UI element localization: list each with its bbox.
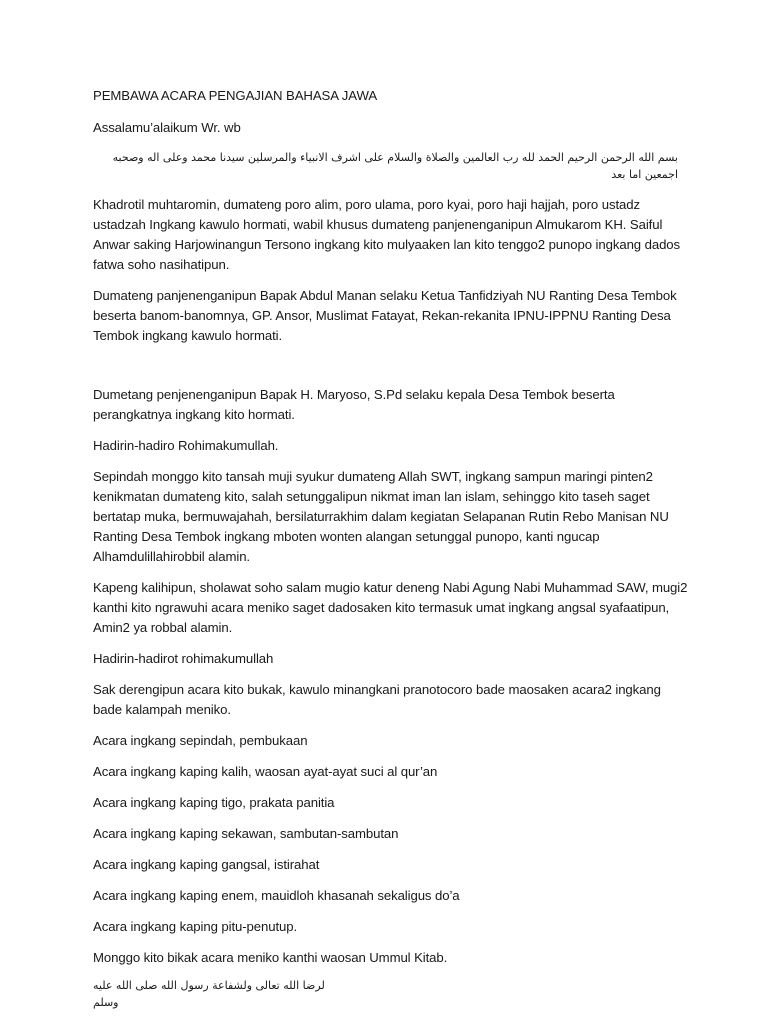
paragraph: Hadirin-hadirot rohimakumullah bbox=[93, 651, 274, 666]
paragraph: Khadrotil muhtaromin, dumateng poro alim, poro ulama, poro kyai, poro haji hajjah, poro ustadz ustadzah Ingkang kawulo hormati, wabil khusus dumateng panjenenganipun Almukarom KH. Saiful Anwar saking Harjowinangun Tersono ingkang kito mulyaaken lan kito tenggo2 punopo ingkang dados fatwa soho nasihatipun. bbox=[93, 197, 681, 272]
blank-line bbox=[93, 357, 693, 385]
agenda-item: Acara ingkang kaping kalih, waosan ayat-ayat suci al qur’an bbox=[93, 764, 438, 779]
agenda-item: Acara ingkang kaping sekawan, sambutan-sambutan bbox=[93, 826, 399, 841]
paragraph: Sepindah monggo kito tansah muji syukur dumateng Allah SWT, ingkang sampun maringi pinten2 kenikmatan dumateng kito, salah setunggalipun nikmat iman lan islam, sehinggo kito taseh saget bertatap muka, bermuwajahah, bersilaturrakhim dalam kegiatan Selapanan Rutin Rebo Manisan NU Ranting Desa Tembok ingkang mboten wonten alangan setunggal punopo, kanti ngucap Alhamdulillahirobbil alamin. bbox=[93, 469, 669, 564]
agenda-item: Acara ingkang kaping enem, mauidloh khasanah sekaligus do’a bbox=[93, 888, 460, 903]
agenda-item: Acara ingkang kaping gangsal, istirahat bbox=[93, 857, 320, 872]
agenda-item: Acara ingkang kaping tigo, prakata panitia bbox=[93, 795, 335, 810]
greeting: Assalamu’alaikum Wr. wb bbox=[93, 120, 241, 135]
paragraph: Dumetang penjenenganipun Bapak H. Maryoso, S.Pd selaku kepala Desa Tembok beserta perangkatnya ingkang kito hormati. bbox=[93, 387, 615, 422]
paragraph: Hadirin-hadiro Rohimakumullah. bbox=[93, 438, 279, 453]
document-title: PEMBAWA ACARA PENGAJIAN BAHASA JAWA bbox=[93, 88, 378, 103]
arabic-opening: بسم الله الرحمن الرحيم الحمد لله رب العالمين والصلاة والسلام على اشرف الانبياء والمرسلين سيدنا محمد وعلى اله وصحبه اجمعين اما بعد bbox=[112, 151, 678, 181]
document-body bbox=[93, 86, 693, 1023]
paragraph: Sak derengipun acara kito bukak, kawulo minangkani pranotocoro bade maosaken acara2 ingkang bade kalampah meniko. bbox=[93, 682, 661, 717]
paragraph: Kapeng kalihipun, sholawat soho salam mugio katur deneng Nabi Agung Nabi Muhammad SAW, mugi2 kanthi kito ngrawuhi acara meniko saget dadosaken kito termasuk umat ingkang angsal syafaatipun, Amin2 ya robbal alamin. bbox=[93, 580, 688, 635]
agenda-item: Acara ingkang kaping pitu-penutup. bbox=[93, 919, 298, 934]
paragraph: Dumateng panjenenganipun Bapak Abdul Manan selaku Ketua Tanfidziyah NU Ranting Desa Tembok beserta banom-banomnya, GP. Ansor, Muslimat Fatayat, Rekan-rekanita IPNU-IPPNU Ranting Desa Tembok ingkang kawulo hormati. bbox=[93, 288, 677, 343]
agenda-item: Acara ingkang sepindah, pembukaan bbox=[93, 733, 308, 748]
paragraph: Monggo kito bikak acara meniko kanthi waosan Ummul Kitab. bbox=[93, 950, 448, 965]
arabic-closing: لرضا الله تعالى ولشفاعة رسول الله صلى الله عليه وسلم bbox=[93, 979, 325, 1009]
